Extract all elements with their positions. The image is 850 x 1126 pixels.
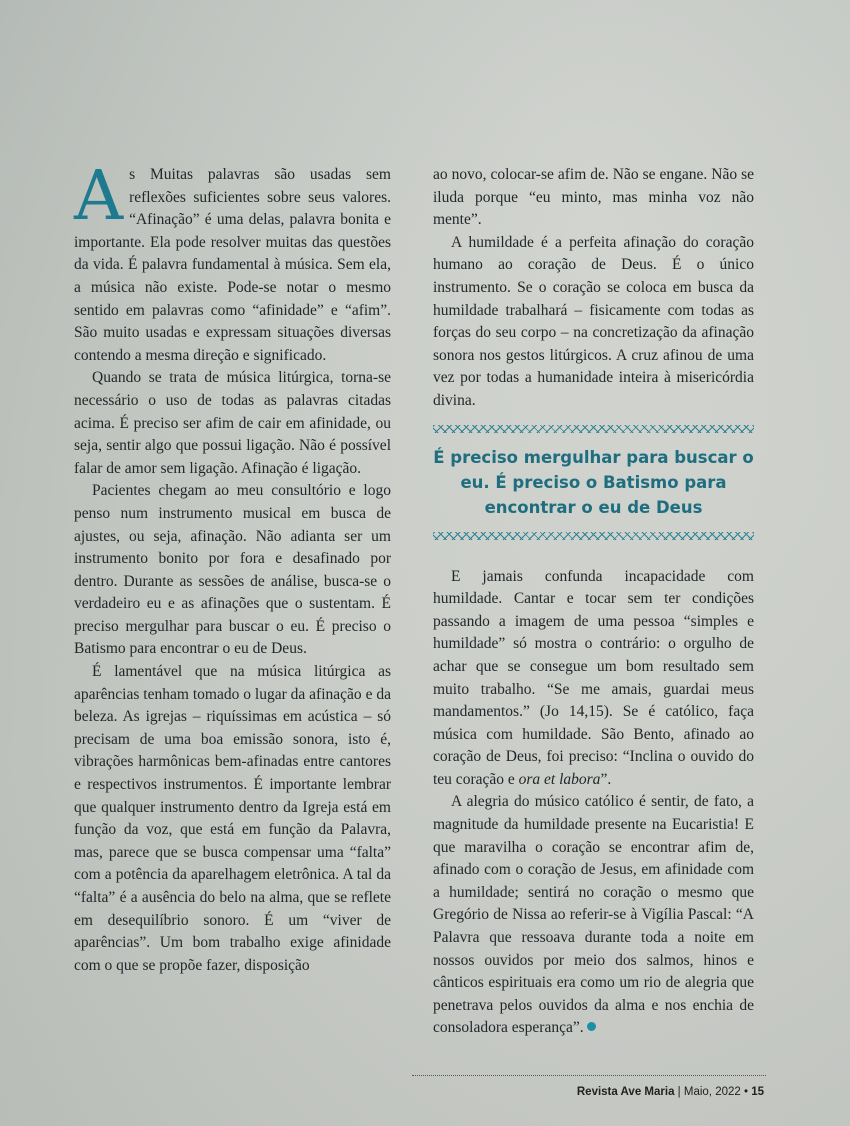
issue-date: Maio, 2022 • bbox=[683, 1086, 748, 1098]
footer-separator: | bbox=[677, 1086, 681, 1098]
left-column bbox=[74, 157, 391, 977]
drop-cap: A bbox=[74, 157, 124, 236]
paragraph-1-text: s Muitas palavras são usadas sem reflexões suficientes sobre seus valores. “Afinação” é uma delas, palavra bonita e importante. Ela pode resolver muitas das questões da vida. É palavra fundamental à música. Sem ela, a música não existe. Pode-se notar o mesmo sentido em palavras como “afinidade” e “afim”. São muito usadas e expressam situações diversas contendo a mesma direção e significado. bbox=[74, 166, 391, 364]
latin-phrase: ora et labora bbox=[518, 770, 601, 788]
paragraph-5: ao novo, colocar-se afim de. Não se engane. Não se iluda porque “eu minto, mas minha voz não mente”. bbox=[433, 166, 754, 229]
paragraph-4: É lamentável que na música litúrgica as aparências tenham tomado o lugar da afinação e da beleza. As igrejas – riquíssimas em acústica – só precisam de uma boa emissão sonora, isto é, vibrações harmônicas bem-afinadas entre cantores e respectivos instrumentos. É importante lembrar que qualquer instrumento dentro da Igreja está em função da voz, que está em função da Palavra, mas, parece que se busca compensar uma “falta” com a potência da aparelhagem eletrônica. A tal da “falta” é a ausência do belo na alma, que se reflete em desequilíbrio sonoro. É um “viver de aparências”. Um bom trabalho exige afinidade com o que se propõe fazer, disposição bbox=[74, 663, 391, 974]
end-mark-icon bbox=[587, 1022, 596, 1031]
right-column bbox=[433, 164, 754, 1040]
pull-quote: É preciso mergulhar para buscar o eu. É preciso o Batismo para encontrar o eu de Deus bbox=[433, 447, 754, 517]
paragraph-7-text: E jamais confunda incapacidade com humildade. Cantar e tocar sem ter condições passando a imagem de uma pessoa “simples e humildade” só mostra o contrário: o orgulho de achar que se consegue um bom resultado sem muito trabalho. “Se me amais, guardai meus mandamentos.” (Jo 14,15). Se é católico, faça música com humildade. São Bento, afinado ao coração de Deus, foi preciso: “Inclina o ouvido do teu coração e bbox=[433, 567, 754, 788]
divider-bottom bbox=[433, 532, 754, 540]
paragraph-8-text: A alegria do músico católico é sentir, de fato, a magnitude da humildade presente na Eucaristia! E que maravilha o coração se encontrar afim de, afinado com o coração de Jesus, em afinidade com a humildade; sentirá no coração o mesmo que Gregório de Nissa ao referir-se à Vigília Pascal: “A Palavra que ressoava durante toda a noite em nossos ouvidos por meio dos salmos, hinos e cânticos espirituais era como um rio de alegria que penetrava pelos ouvidos da alma e nos enchia de consoladora esperança”. bbox=[433, 793, 754, 1037]
paragraph-8 bbox=[433, 791, 754, 1040]
page-number: 15 bbox=[751, 1086, 764, 1098]
paragraph-2: Quando se trata de música litúrgica, torna-se necessário o uso de todas as palavras citadas acima. É preciso ser afim de cair em afinidade, ou seja, sentir algo que possui ligação. Não é possível falar de amor sem ligação. Afinação é ligação. bbox=[74, 369, 391, 477]
paragraph-7 bbox=[433, 566, 754, 792]
paragraph-7-end: ”. bbox=[600, 770, 612, 788]
paragraph-1 bbox=[74, 157, 391, 367]
footer-rule bbox=[412, 1075, 766, 1076]
paragraph-6: A humildade é a perfeita afinação do coração humano ao coração de Deus. É o único instrumento. Se o coração se coloca em busca da humildade trabalhará – fisicamente com todas as forças do seu corpo – na concretização da afinação sonora nos gestos litúrgicos. A cruz afinou de uma vez por todas a humanidade inteira à misericórdia divina. bbox=[433, 233, 754, 409]
page-footer bbox=[577, 1086, 764, 1098]
paragraph-3: Pacientes chegam ao meu consultório e logo penso num instrumento musical em busca de ajustes, ou seja, afinação. Não adianta ser um instrumento bonito por fora e desafinado por dentro. Durante as sessões de análise, busca-se o verdadeiro eu e as afinações que o sustentam. É preciso mergulhar para buscar o eu. É preciso o Batismo para encontrar o eu de Deus. bbox=[74, 482, 391, 658]
divider-top bbox=[433, 425, 754, 433]
magazine-name: Revista Ave Maria bbox=[576, 1086, 675, 1098]
